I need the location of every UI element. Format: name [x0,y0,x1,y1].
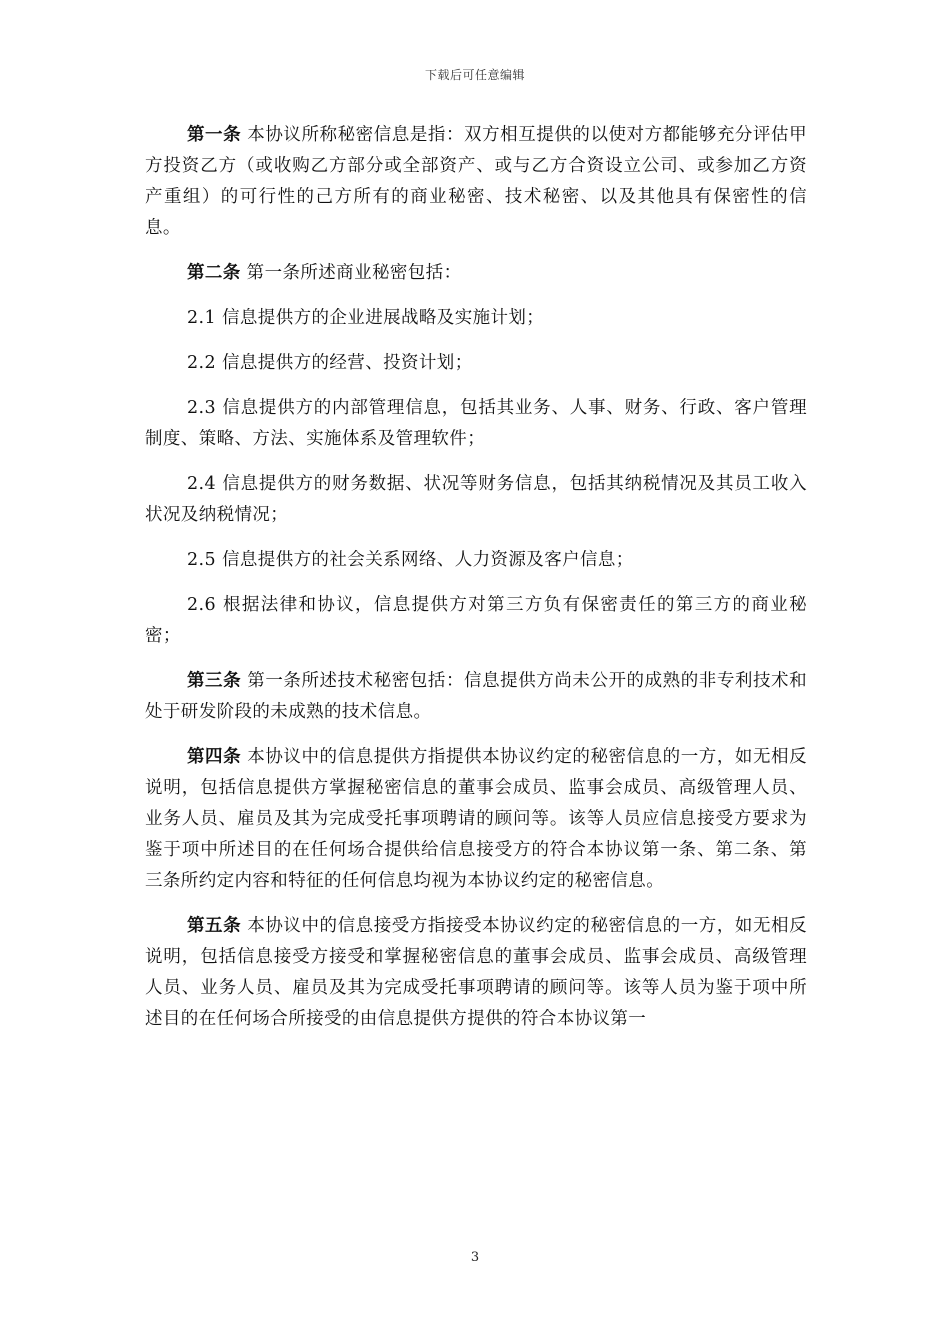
article-5 [145,911,807,1035]
article-4 [145,742,807,897]
clause-text: 2.3 信息提供方的内部管理信息，包括其业务、人事、财务、行政、客户管理制度、策略、方法、实施体系及管理软件； [145,398,807,449]
article-text: 本协议所称秘密信息是指：双方相互提供的以使对方都能够充分评估甲方投资乙方（或收购乙方部分或全部资产、或与乙方合资设立公司、或参加乙方资产重组）的可行性的己方所有的商业秘密、技术秘密、以及其他具有保密性的信息。 [145,125,807,238]
article-label: 第四条 [187,747,242,767]
clause-text: 2.5 信息提供方的社会关系网络、人力资源及客户信息； [187,550,634,570]
article-3 [145,666,807,728]
page-header: 下载后可任意编辑 [424,68,525,82]
page-number: 3 [470,1250,480,1265]
article-text: 本协议中的信息提供方指提供本协议约定的秘密信息的一方，如无相反说明，包括信息提供方掌握秘密信息的董事会成员、监事会成员、高级管理人员、业务人员、雇员及其为完成受托事项聘请的顾问等。该等人员应信息接受方要求为鉴于项中所述目的在任何场合提供给信息接受方的符合本协议第一条、第二条、第三条所约定内容和特征的任何信息均视为本协议约定的秘密信息。 [145,747,807,891]
article-label: 第五条 [187,916,242,936]
clause-2-1 [145,303,807,334]
clause-text: 2.1 信息提供方的企业进展战略及实施计划； [187,308,545,328]
clause-2-5 [145,545,807,576]
clause-text: 2.6 根据法律和协议，信息提供方对第三方负有保密责任的第三方的商业秘密； [145,595,807,646]
article-label: 第三条 [187,671,242,691]
article-1 [145,120,807,244]
article-label: 第一条 [187,125,242,145]
article-text: 第一条所述商业秘密包括： [240,263,462,283]
clause-2-2 [145,348,807,379]
clause-2-6 [145,590,807,652]
clause-2-3 [145,393,807,455]
clause-text: 2.2 信息提供方的经营、投资计划； [187,353,473,373]
article-label: 第二条 [187,263,241,283]
clause-text: 2.4 信息提供方的财务数据、状况等财务信息，包括其纳税情况及其员工收入状况及纳税情况； [145,474,807,525]
article-text: 第一条所述技术秘密包括：信息提供方尚未公开的成熟的非专利技术和处于研发阶段的未成熟的技术信息。 [145,671,807,722]
article-text: 本协议中的信息接受方指接受本协议约定的秘密信息的一方，如无相反说明，包括信息接受方接受和掌握秘密信息的董事会成员、监事会成员、高级管理人员、业务人员、雇员及其为完成受托事项聘请的顾问等。该等人员为鉴于项中所述目的在任何场合所接受的由信息提供方提供的符合本协议第一 [145,916,807,1029]
article-2 [145,258,807,289]
document-body [145,120,807,1049]
clause-2-4 [145,469,807,531]
